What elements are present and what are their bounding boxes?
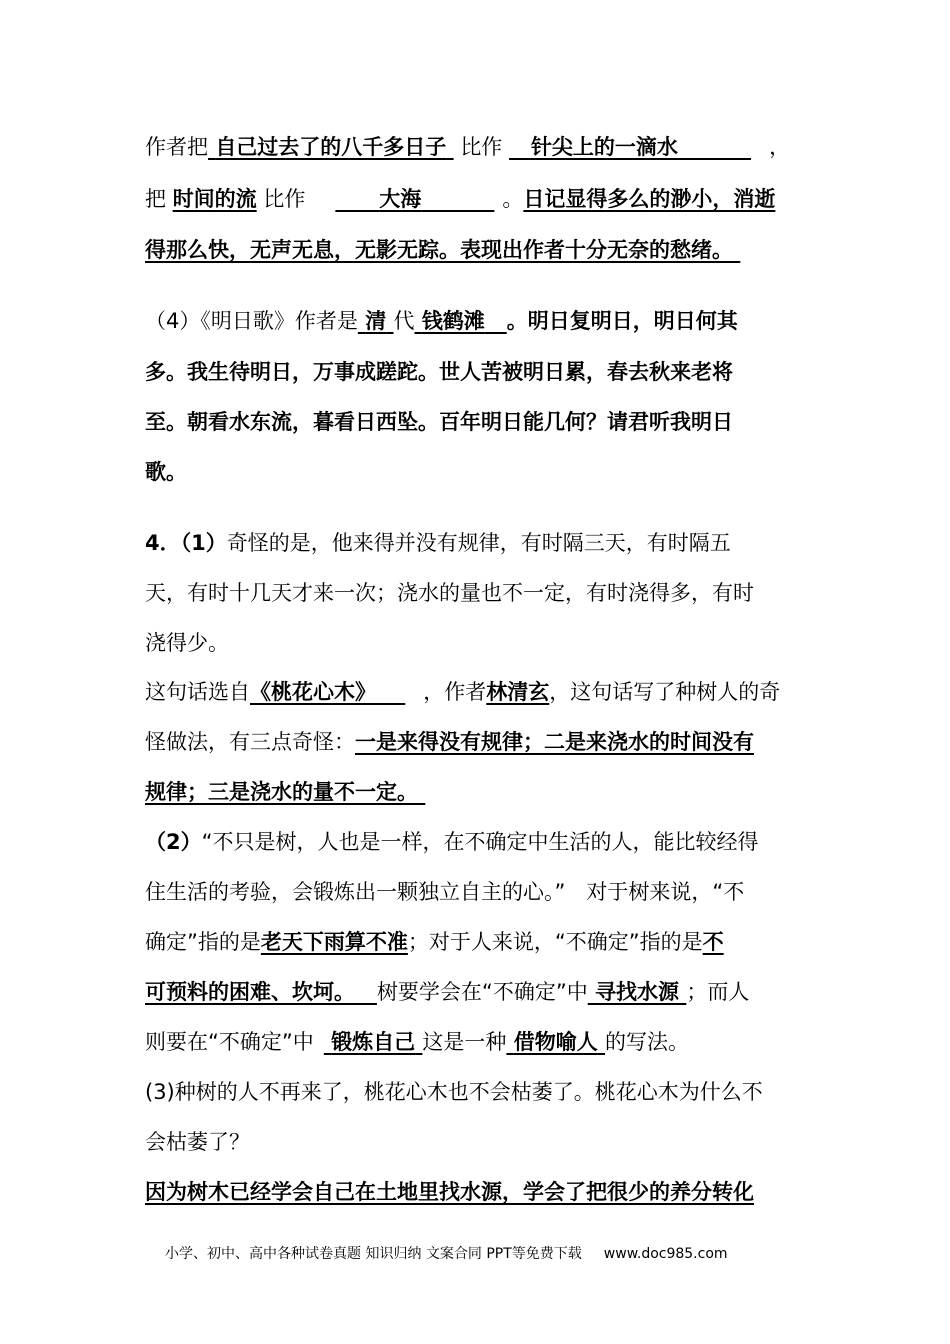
q3-line-3 xyxy=(145,235,825,265)
q4sub-line-2: 多。我生待明日，万事成蹉跎。世人苦被明日累，春去秋来老将 xyxy=(145,360,733,384)
q4sub-line-3: 至。朝看水东流，暮看日西坠。百年明日能几何？请君听我明日 xyxy=(145,410,733,434)
text: 代 xyxy=(393,309,415,333)
answer: 锻炼自己 xyxy=(331,1030,416,1054)
q4-line-1 xyxy=(145,528,825,558)
page-footer xyxy=(165,1244,805,1264)
answer: 钱鹤滩 xyxy=(421,309,485,333)
q4-line-7 xyxy=(145,827,825,857)
text: ， xyxy=(769,135,791,159)
q4-line-6 xyxy=(145,777,825,807)
q4-line-9 xyxy=(145,927,825,957)
text: 奇怪的是，他来得并没有规律，有时隔三天，有时隔五 xyxy=(226,531,731,555)
answer: 因为树木已经学会自己在土地里找水源，学会了把很少的养分转化 xyxy=(145,1180,754,1204)
q4-line-10 xyxy=(145,977,825,1007)
question-number: （2） xyxy=(145,830,202,854)
answer: 针尖上的一滴水 xyxy=(530,135,678,159)
answer: 可预料的困难、坎坷。 xyxy=(145,980,355,1004)
q4-line-12 xyxy=(145,1077,825,1107)
question-number: 4．（1） xyxy=(145,531,227,555)
footer-url: www.doc985.com xyxy=(603,1246,728,1262)
q4-line-2: 天，有时十几天才来一次；浇水的量也不一定，有时浇得多，有时 xyxy=(145,581,754,605)
text: (3)种树的人不再来了，桃花心木也不会枯萎了。桃花心木为什么不 xyxy=(145,1080,763,1104)
answer: 老天下雨算不准 xyxy=(260,930,408,954)
answer: 大海 xyxy=(379,187,422,211)
text: 把 xyxy=(145,187,166,211)
text: 的写法。 xyxy=(605,1030,690,1054)
q3-line-2 xyxy=(145,184,825,214)
q4-line-14 xyxy=(145,1177,825,1207)
answer: 借物喻人 xyxy=(513,1030,598,1054)
text: ；对于人来说，“不确定”指的是 xyxy=(407,930,703,954)
q4sub-line-1 xyxy=(145,306,825,336)
answer: 清 xyxy=(365,309,387,333)
answer: 不 xyxy=(702,930,724,954)
answer: 规律；三是浇水的量不一定。 xyxy=(145,780,418,804)
q4-line-8: 住生活的考验，会锻炼出一颗独立自主的心。” 对于树来说，“不 xyxy=(145,880,745,904)
text: 。 xyxy=(502,187,524,211)
q4-line-11 xyxy=(145,1027,825,1057)
text: 比作 xyxy=(460,135,503,159)
q4-line-4 xyxy=(145,677,825,707)
text: 这是一种 xyxy=(422,1030,507,1054)
text: 则要在“不确定”中 xyxy=(145,1030,314,1054)
text: ，这句话写了种树人的奇 xyxy=(549,680,781,704)
text: 确定”指的是 xyxy=(145,930,261,954)
q4-line-3: 浇得少。 xyxy=(145,631,229,655)
text: 作者把 xyxy=(145,135,208,159)
answer: 日记显得多么的渺小，消逝 xyxy=(523,187,776,211)
q4sub-line-4: 歌。 xyxy=(145,460,187,484)
answer: 得那么快，无声无息，无影无踪。表现出作者十分无奈的愁绪。 xyxy=(145,238,733,262)
q3-line-1 xyxy=(145,132,825,162)
answer: 时间的流 xyxy=(172,187,257,211)
text: 怪做法，有三点奇怪： xyxy=(145,730,355,754)
answer: 一是来得没有规律；二是来浇水的时间没有 xyxy=(355,730,754,754)
text: 比作 xyxy=(263,187,306,211)
text: ，作者 xyxy=(423,680,487,704)
footer-text: 小学、初中、高中各种试卷真题 知识归纳 文案合同 PPT等免费下载 xyxy=(165,1246,582,1262)
text: “不只是树，人也是一样，在不确定中生活的人，能比较经得 xyxy=(201,830,759,854)
text: （4）《明日歌》作者是 xyxy=(145,309,358,333)
answer: 《桃花心木》 xyxy=(250,680,376,704)
q4-line-13: 会枯萎了？ xyxy=(145,1130,250,1154)
text: 树要学会在“不确定”中 xyxy=(376,980,588,1004)
q4-line-5 xyxy=(145,727,825,757)
answer: 林清玄 xyxy=(486,680,550,704)
text: ；而人 xyxy=(686,980,750,1004)
text: 这句话选自 xyxy=(145,680,250,704)
text: 。明日复明日，明日何其 xyxy=(506,309,738,333)
answer: 寻找水源 xyxy=(595,980,680,1004)
answer: 自己过去了的八千多日子 xyxy=(215,135,447,159)
